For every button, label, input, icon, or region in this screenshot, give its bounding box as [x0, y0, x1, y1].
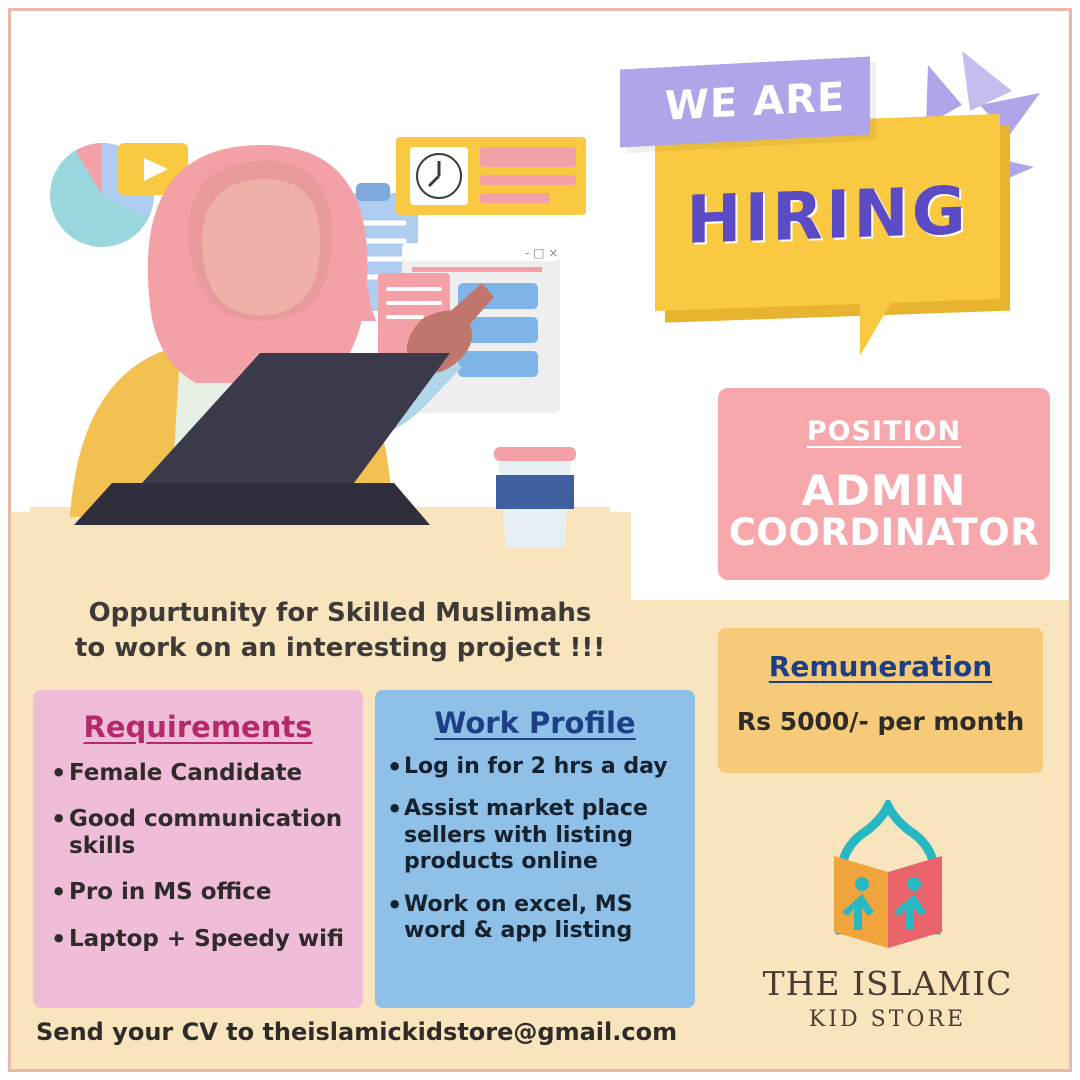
logo-subname: KID STORE [808, 1007, 967, 1032]
position-label: POSITION [806, 416, 962, 447]
list-item: • Pro in MS office [51, 879, 349, 906]
work-profile-title: Work Profile [434, 706, 636, 740]
woman-working-illustration [30, 55, 610, 575]
work-profile-list [375, 754, 695, 944]
headline-line1: Oppurtunity for Skilled Muslimahs [88, 598, 592, 628]
position-title-line1: ADMIN [801, 466, 967, 515]
list-item: • Female Candidate [51, 760, 349, 787]
hiring-text: HIRING [686, 172, 969, 259]
list-item: • Good communication skills [51, 806, 349, 860]
list-item: • Laptop + Speedy wifi [51, 926, 349, 953]
list-item: • Log in for 2 hrs a day [387, 754, 685, 780]
hiring-banner [610, 45, 1050, 355]
requirements-list [33, 760, 363, 953]
requirements-title: Requirements [83, 710, 313, 744]
we-are-text: WE ARE [664, 74, 846, 130]
list-item: • Work on excel, MS word & app listing [387, 892, 685, 945]
brand-logo [760, 800, 1015, 1045]
kid-store-logo-icon [788, 800, 988, 960]
laptop-base [74, 483, 430, 525]
position-title-line2: COORDINATOR [728, 511, 1040, 555]
cv-contact-line: Send your CV to theislamickidstore@gmail.com [36, 1018, 678, 1046]
headline [60, 596, 620, 666]
face [202, 179, 320, 315]
requirements-card [33, 690, 363, 1008]
coffee-cup-icon [494, 447, 576, 547]
remuneration-title: Remuneration [768, 650, 993, 683]
hiring-box-tail [860, 294, 896, 355]
remuneration-card [718, 628, 1043, 773]
list-item: • Assist market place sellers with listing products online [387, 796, 685, 875]
headline-line2: to work on an interesting project !!! [74, 633, 606, 664]
svg-text:- □ ×: - □ × [525, 246, 559, 260]
logo-name: THE ISLAMIC [762, 964, 1013, 1003]
content-card-icon [396, 137, 586, 215]
work-profile-card [375, 690, 695, 1008]
position-card [718, 388, 1050, 580]
remuneration-value: Rs 5000/- per month [736, 707, 1025, 736]
